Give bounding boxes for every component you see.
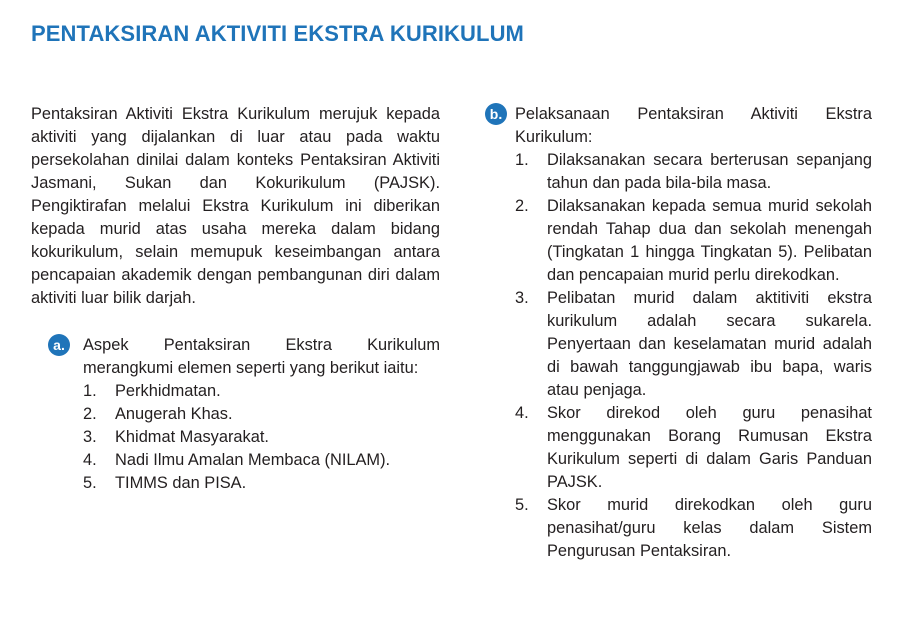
list-text: TIMMS dan PISA.	[115, 474, 247, 492]
section-b-list	[515, 149, 872, 563]
list-text: Pelibatan murid dalam aktitiviti ekstra kurikulum adalah secara sukarela. Penyertaan dan keselamatan murid adalah di bawah tanggungjawab ibu bapa, waris atau penjaga.	[547, 289, 872, 399]
list-number: 3.	[515, 289, 529, 307]
section-a-heading: Aspek Pentaksiran Ekstra Kurikulum merangkumi elemen seperti yang berikut iaitu:	[83, 336, 440, 377]
list-item	[83, 426, 440, 449]
list-item	[83, 403, 440, 426]
list-number: 1.	[83, 382, 97, 400]
section-b-heading: Pelaksanaan Pentaksiran Aktiviti Ekstra Kurikulum:	[515, 105, 872, 146]
section-a	[31, 334, 440, 495]
list-number: 1.	[515, 151, 529, 169]
list-number: 3.	[83, 428, 97, 446]
list-number: 4.	[515, 404, 529, 422]
list-number: 4.	[83, 451, 97, 469]
list-text: Dilaksanakan secara berterusan sepanjang tahun dan pada bila-bila masa.	[547, 151, 872, 192]
list-text: Khidmat Masyarakat.	[115, 428, 269, 446]
list-item	[515, 195, 872, 287]
left-column	[31, 103, 440, 495]
list-item	[515, 402, 872, 494]
list-text: Anugerah Khas.	[115, 405, 233, 423]
list-number: 2.	[515, 197, 529, 215]
section-b-badge: b.	[485, 103, 507, 125]
section-a-badge: a.	[48, 334, 70, 356]
list-item	[83, 472, 440, 495]
list-number: 2.	[83, 405, 97, 423]
section-b	[485, 103, 872, 563]
section-a-list	[83, 380, 440, 495]
list-text: Nadi Ilmu Amalan Membaca (NILAM).	[115, 451, 391, 469]
list-item	[83, 380, 440, 403]
list-item	[515, 149, 872, 195]
list-item	[515, 494, 872, 563]
list-item	[83, 449, 440, 472]
intro-paragraph: Pentaksiran Aktiviti Ekstra Kurikulum merujuk kepada aktiviti yang dijalankan di luar atau pada waktu persekolahan dinilai dalam konteks Pentaksiran Aktiviti Jasmani, Sukan dan Kokurikulum (PAJSK). Pengiktirafan melalui Ekstra Kurikulum ini diberikan kepada murid atas usaha mereka dalam bidang kokurikulum, selain memupuk keseimbangan antara pencapaian akademik dengan pembangunan diri dalam aktiviti luar bilik darjah.	[31, 105, 440, 307]
page-title: PENTAKSIRAN AKTIVITI EKSTRA KURIKULUM	[31, 21, 524, 46]
right-column	[485, 103, 872, 563]
list-text: Dilaksanakan kepada semua murid sekolah rendah Tahap dua dan sekolah menengah (Tingkatan 1 hingga Tingkatan 5). Pelibatan dan pencapaian murid perlu direkodkan.	[547, 197, 872, 284]
list-text: Perkhidmatan.	[115, 382, 221, 400]
list-text: Skor direkod oleh guru penasihat menggunakan Borang Rumusan Ekstra Kurikulum seperti di dalam Garis Panduan PAJSK.	[547, 404, 872, 491]
list-item	[515, 287, 872, 402]
list-number: 5.	[515, 496, 529, 514]
list-number: 5.	[83, 474, 97, 492]
list-text: Skor murid direkodkan oleh guru penasihat/guru kelas dalam Sistem Pengurusan Pentaksiran.	[547, 496, 872, 560]
